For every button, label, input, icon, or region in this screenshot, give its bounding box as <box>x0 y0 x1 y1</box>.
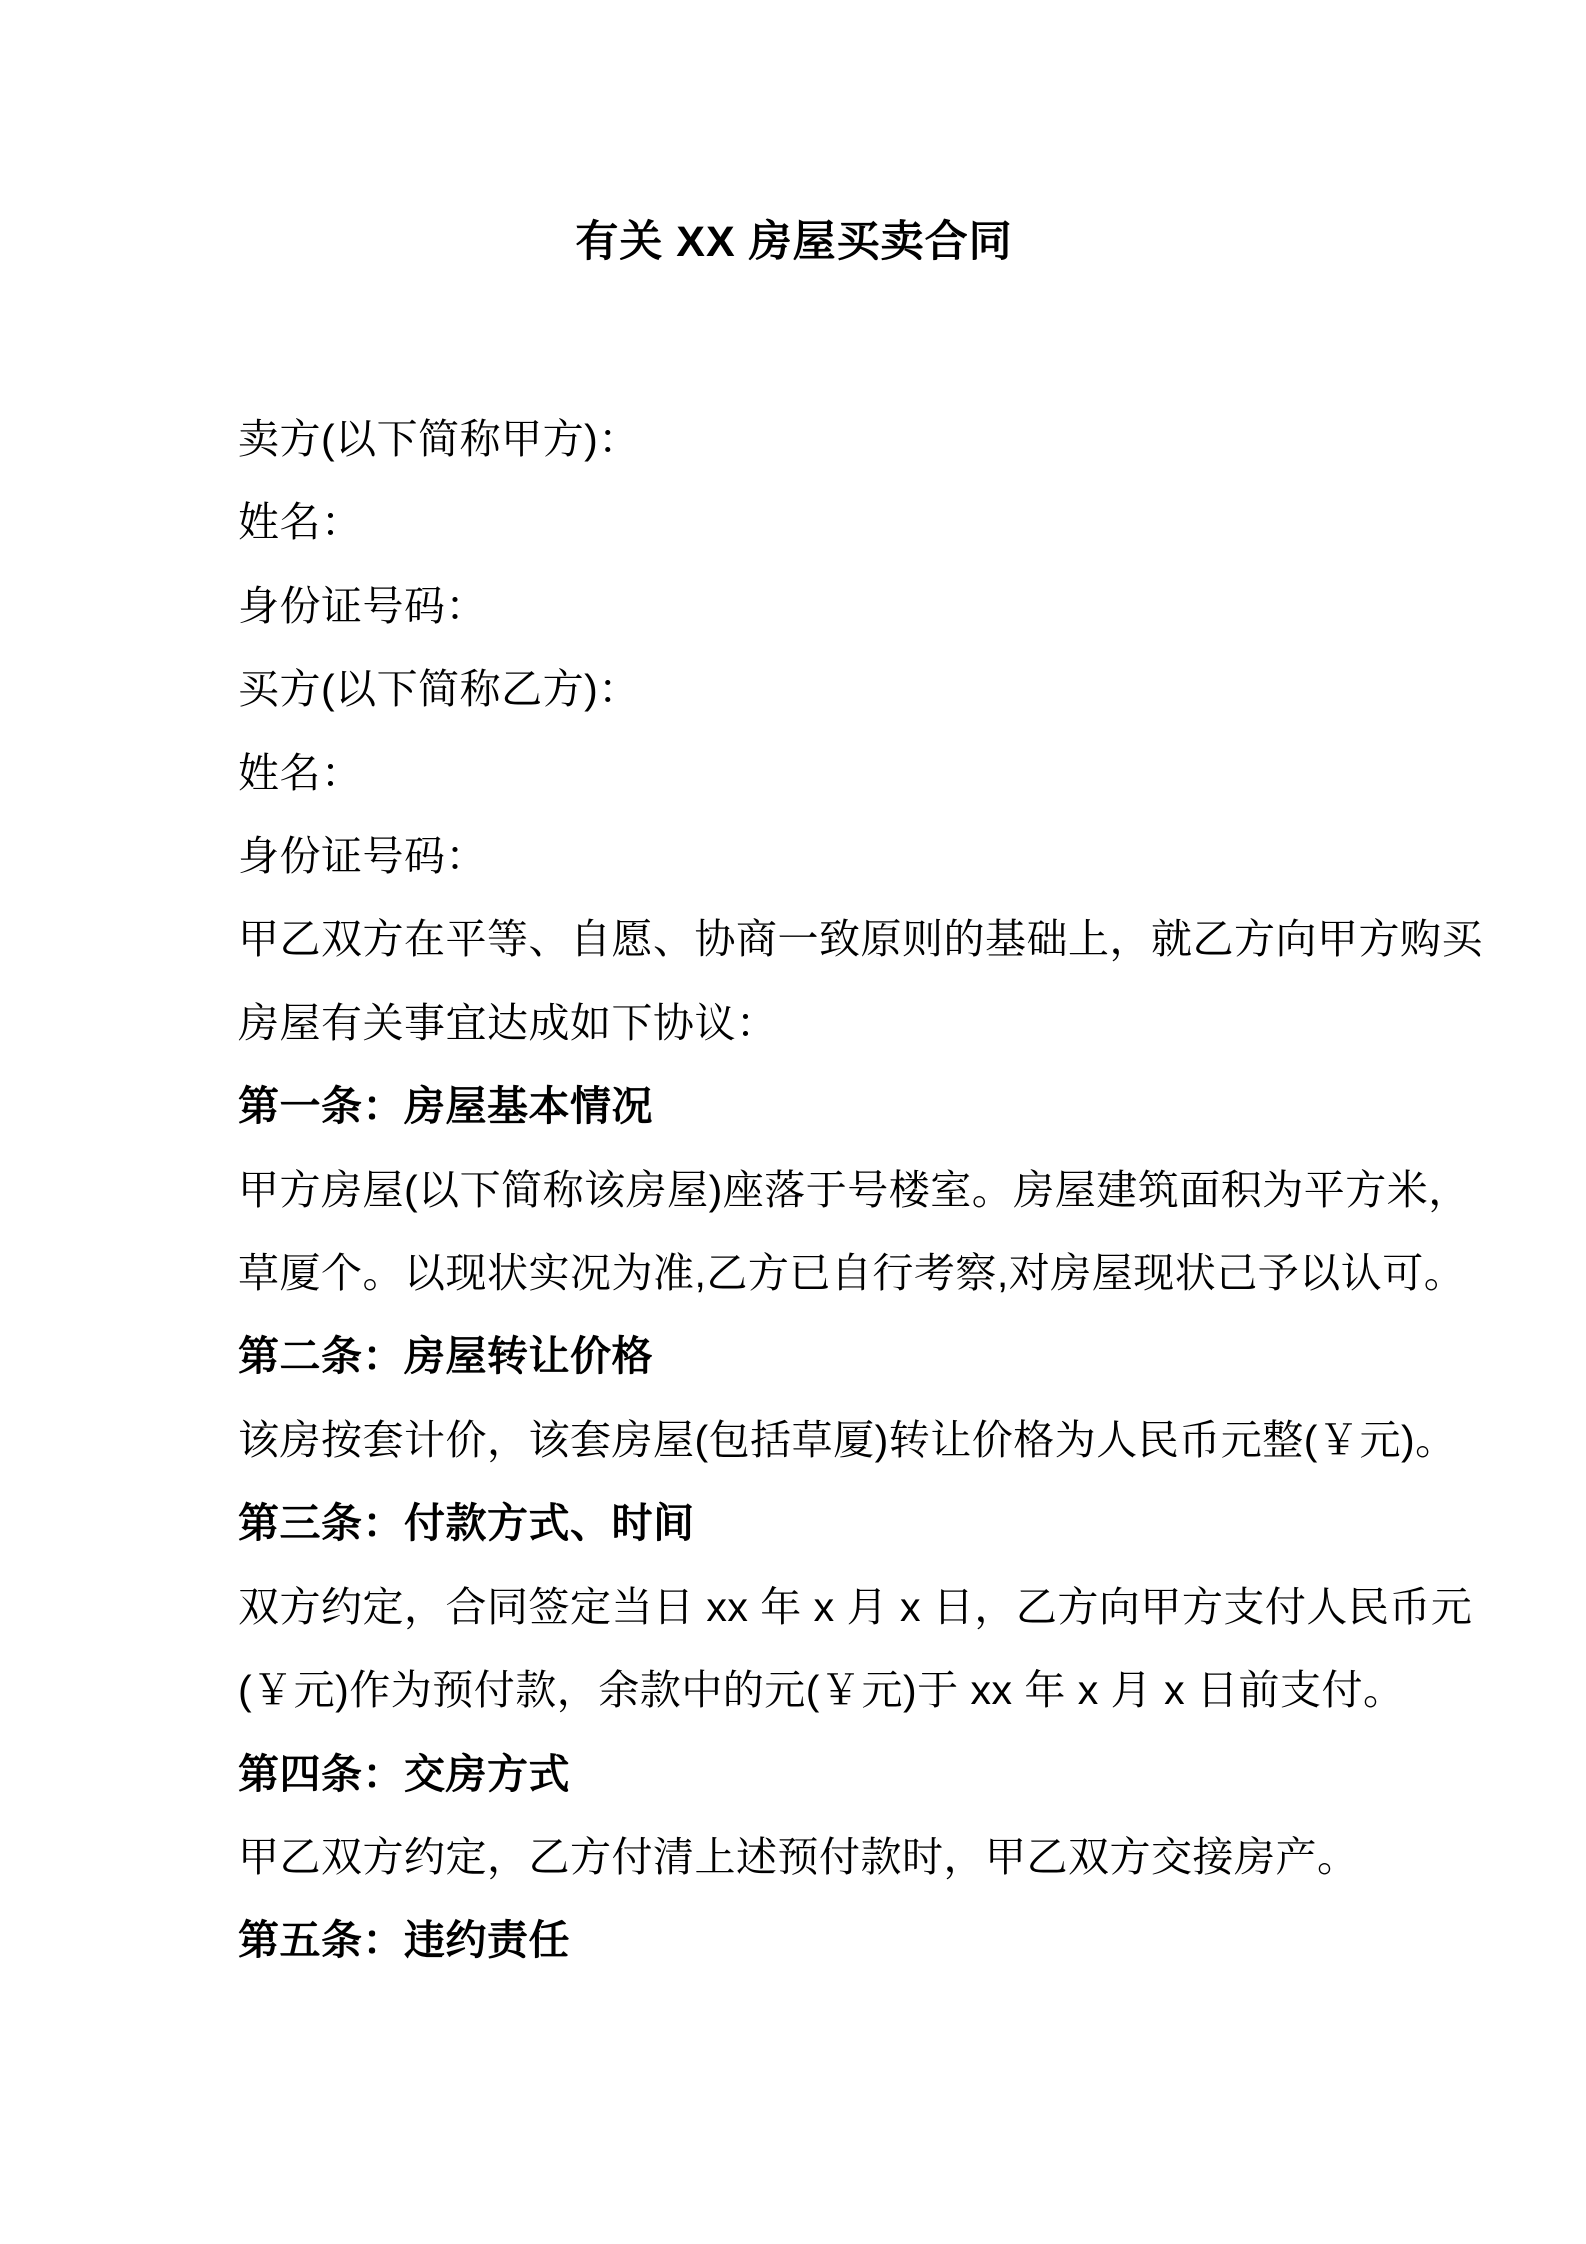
section-4-line-1: 甲乙双方约定，乙方付清上述预付款时，甲乙双方交接房产。 <box>238 1833 1359 1880</box>
seller-id-line: 身份证号码： <box>238 582 487 629</box>
section-1-line-2: 草厦个。以现状实况为准,乙方已自行考察,对房屋现状己予以认可。 <box>238 1250 1466 1297</box>
buyer-id-line: 身份证号码： <box>238 833 487 880</box>
section-2-line-1: 该房按套计价，该套房屋(包括草厦)转让价格为人民币元整(￥元)。 <box>238 1416 1457 1463</box>
seller-name-line: 姓名： <box>238 499 363 546</box>
section-4-heading: 第四条：交房方式 <box>238 1750 570 1797</box>
section-3-heading: 第三条：付款方式、时间 <box>238 1500 695 1547</box>
section-3-line-2: (￥元)作为预付款，余款中的元(￥元)于 xx 年 x 月 x 日前支付。 <box>238 1667 1405 1714</box>
buyer-name-line: 姓名： <box>238 749 363 796</box>
section-1-line-1: 甲方房屋(以下简称该房屋)座落于号楼室。房屋建筑面积为平方米， <box>238 1166 1470 1213</box>
buyer-label-line: 买方(以下简称乙方)： <box>238 666 640 713</box>
section-5-heading: 第五条：违约责任 <box>238 1917 570 1964</box>
seller-label-line: 卖方(以下简称甲方)： <box>238 416 640 462</box>
preamble-line-1: 甲乙双方在平等、自愿、协商一致原则的基础上，就乙方向甲方购买 <box>238 916 1483 963</box>
section-3-line-1: 双方约定，合同签定当日 xx 年 x 月 x 日，乙方向甲方支付人民币元 <box>238 1583 1473 1630</box>
section-2-heading: 第二条：房屋转让价格 <box>238 1333 653 1380</box>
preamble-line-2: 房屋有关事宜达成如下协议： <box>238 999 778 1046</box>
contract-body <box>238 398 1483 1983</box>
document-title: 有关 XX 房屋买卖合同 <box>575 218 1013 266</box>
section-1-heading: 第一条：房屋基本情况 <box>238 1083 653 1130</box>
